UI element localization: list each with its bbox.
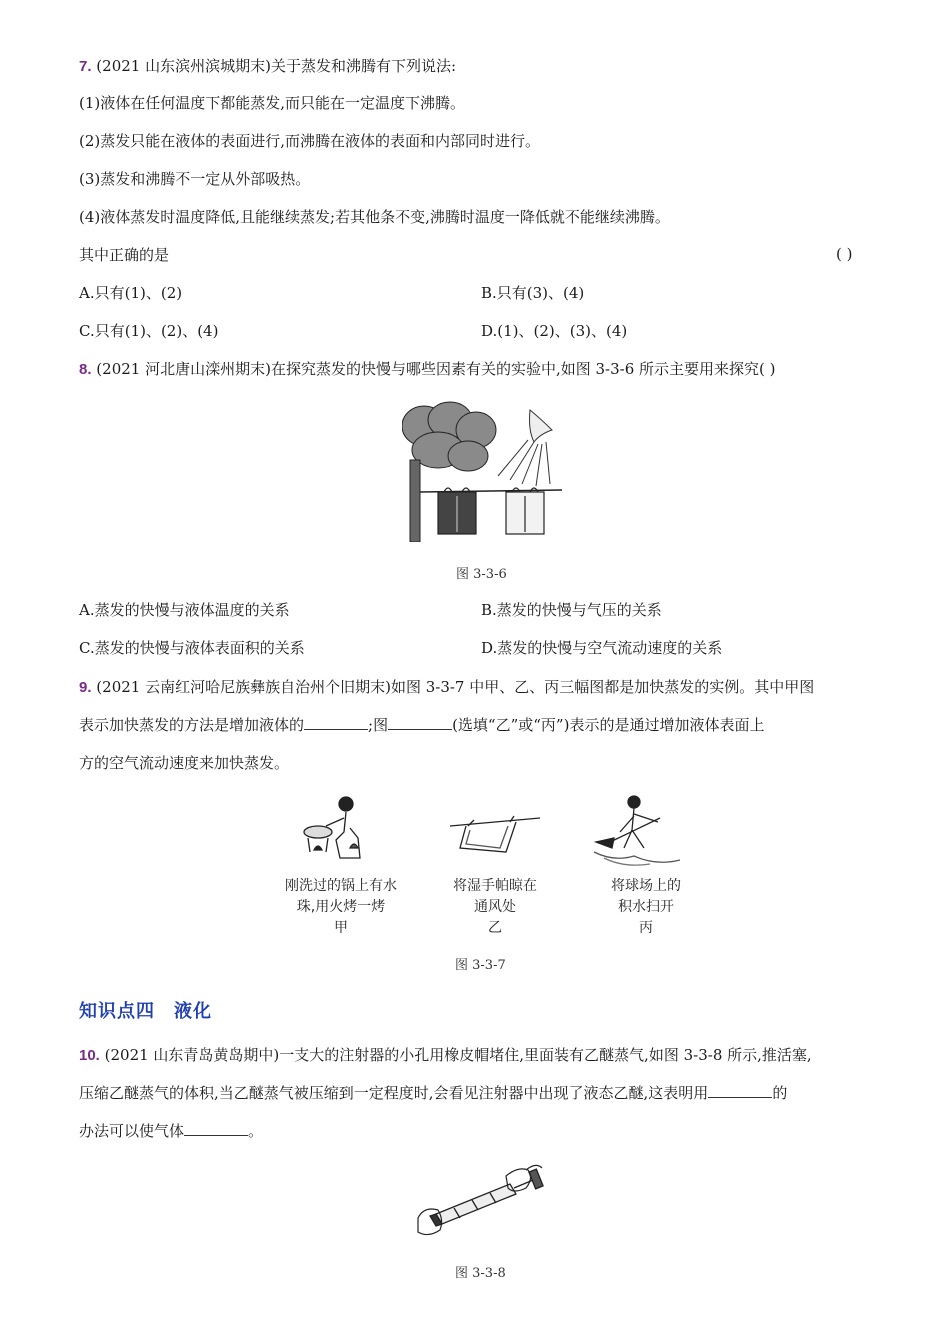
cloth-in-sun-icon [506, 488, 544, 534]
q10-line-2-part-b: 的 [772, 1084, 788, 1102]
q10-line-3 [79, 1121, 263, 1141]
section-heading: 知识点四 液化 [79, 1001, 212, 1022]
figure-3-3-7-caption: 图 3-3-7 [455, 958, 506, 973]
q9-line-1 [79, 677, 814, 698]
q10-line-2-part-a: 压缩乙醚蒸气的体积,当乙醚蒸气被压缩到一定程度时,会看见注射器中出现了液态乙醚,这表明用 [79, 1084, 709, 1102]
q7-option-c: C.只有(1)、(2)、(4) [79, 322, 219, 340]
q7-option-d: D.(1)、(2)、(3)、(4) [481, 322, 628, 340]
q7-stem: (2021 山东滨州滨城期末)关于蒸发和沸腾有下列说法: [96, 57, 456, 75]
q8-option-c: C.蒸发的快慢与液体表面积的关系 [79, 639, 305, 657]
figure-3-3-8 [414, 1158, 544, 1238]
q9-line-2 [79, 715, 764, 735]
q7-option-a: A.只有(1)、(2) [79, 284, 183, 302]
q10-line-3-part-b: 。 [248, 1122, 264, 1140]
q7-number: 7. [79, 58, 92, 75]
figure-3-3-7-panel-jia-label [276, 876, 406, 939]
panel-yi-text-1: 将湿手帕晾在 [453, 878, 537, 894]
panel-bing-text-2: 积水扫开 [618, 899, 674, 915]
q7-answer-paren: ( ) [836, 245, 853, 263]
q7-statement-1: (1)液体在任何温度下都能蒸发,而只能在一定温度下沸腾。 [79, 94, 466, 112]
panel-jia-label: 甲 [334, 920, 348, 936]
panel-bing-text-1: 将球场上的 [611, 878, 681, 894]
figure-3-3-8-caption: 图 3-3-8 [455, 1266, 506, 1281]
q8-stem: (2021 河北唐山滦州期末)在探究蒸发的快慢与哪些因素有关的实验中,如图 3-3-6 所示主要用来探究( ) [96, 360, 776, 378]
figure-3-3-7-panel-bing-label [581, 876, 711, 939]
q9-number: 9. [79, 679, 92, 696]
q8-number: 8. [79, 361, 92, 378]
q7-ask: 其中正确的是 [79, 246, 170, 264]
figure-3-3-7-panel-jia [300, 792, 380, 864]
q9-blank-1[interactable] [304, 715, 368, 730]
panel-yi-text-2: 通风处 [474, 899, 516, 915]
q8-option-d: D.蒸发的快慢与空气流动速度的关系 [481, 639, 723, 657]
figure-3-3-6-caption: 图 3-3-6 [456, 567, 507, 582]
q9-blank-2[interactable] [388, 715, 452, 730]
q9-stem: (2021 云南红河哈尼族彝族自治州个旧期末)如图 3-3-7 中甲、乙、丙三幅图都是加快蒸发的实例。其中甲图 [96, 678, 815, 696]
q10-line-1 [79, 1045, 812, 1066]
panel-jia-text-2: 珠,用火烤一烤 [296, 899, 386, 915]
q8-option-a: A.蒸发的快慢与液体温度的关系 [79, 601, 290, 619]
panel-bing-label: 丙 [639, 920, 653, 936]
q10-stem: (2021 山东青岛黄岛期中)一支大的注射器的小孔用橡皮帽堵住,里面装有乙醚蒸气,如图 3-3-8 所示,推活塞, [104, 1046, 812, 1064]
q7-option-b: B.只有(3)、(4) [481, 284, 585, 302]
q9-line-2-part-c: (选填“乙”或“丙”)表示的是通过增加液体表面上 [452, 716, 765, 734]
figure-3-3-7-panel-yi [450, 808, 540, 860]
q10-blank-2[interactable] [184, 1121, 248, 1136]
person-sweeping-water-icon [594, 796, 680, 865]
q8-option-b: B.蒸发的快慢与气压的关系 [481, 601, 662, 619]
q7-statement-2: (2)蒸发只能在液体的表面进行,而沸腾在液体的表面和内部同时进行。 [79, 132, 541, 150]
figure-3-3-6 [402, 400, 562, 542]
q10-line-2 [79, 1083, 787, 1103]
q10-number: 10. [79, 1047, 100, 1064]
handkerchief-drying-icon [450, 816, 540, 852]
q9-line-3: 方的空气流动速度来加快蒸发。 [79, 754, 290, 772]
panel-jia-text-1: 刚洗过的锅上有水 [285, 878, 397, 894]
panel-yi-label: 乙 [488, 920, 502, 936]
q7-statement-3: (3)蒸发和沸腾不一定从外部吸热。 [79, 170, 311, 188]
figure-3-3-7-panel-bing [584, 792, 684, 874]
q9-line-2-part-a: 表示加快蒸发的方法是增加液体的 [79, 716, 305, 734]
q8-stem-line [79, 359, 776, 380]
syringe-icon [430, 1169, 543, 1226]
figure-3-3-7-panel-yi-label [430, 876, 560, 939]
cloth-in-shade-icon [438, 488, 476, 534]
q10-line-3-part-a: 办法可以使气体 [79, 1122, 185, 1140]
q9-line-2-part-b: ;图 [368, 716, 389, 734]
person-heating-pot-icon [304, 797, 360, 858]
q7-stem-line [79, 56, 456, 77]
q10-blank-1[interactable] [708, 1083, 772, 1098]
q7-statement-4: (4)液体蒸发时温度降低,且能继续蒸发;若其他条不变,沸腾时温度一降低就不能继续沸腾。 [79, 208, 670, 226]
